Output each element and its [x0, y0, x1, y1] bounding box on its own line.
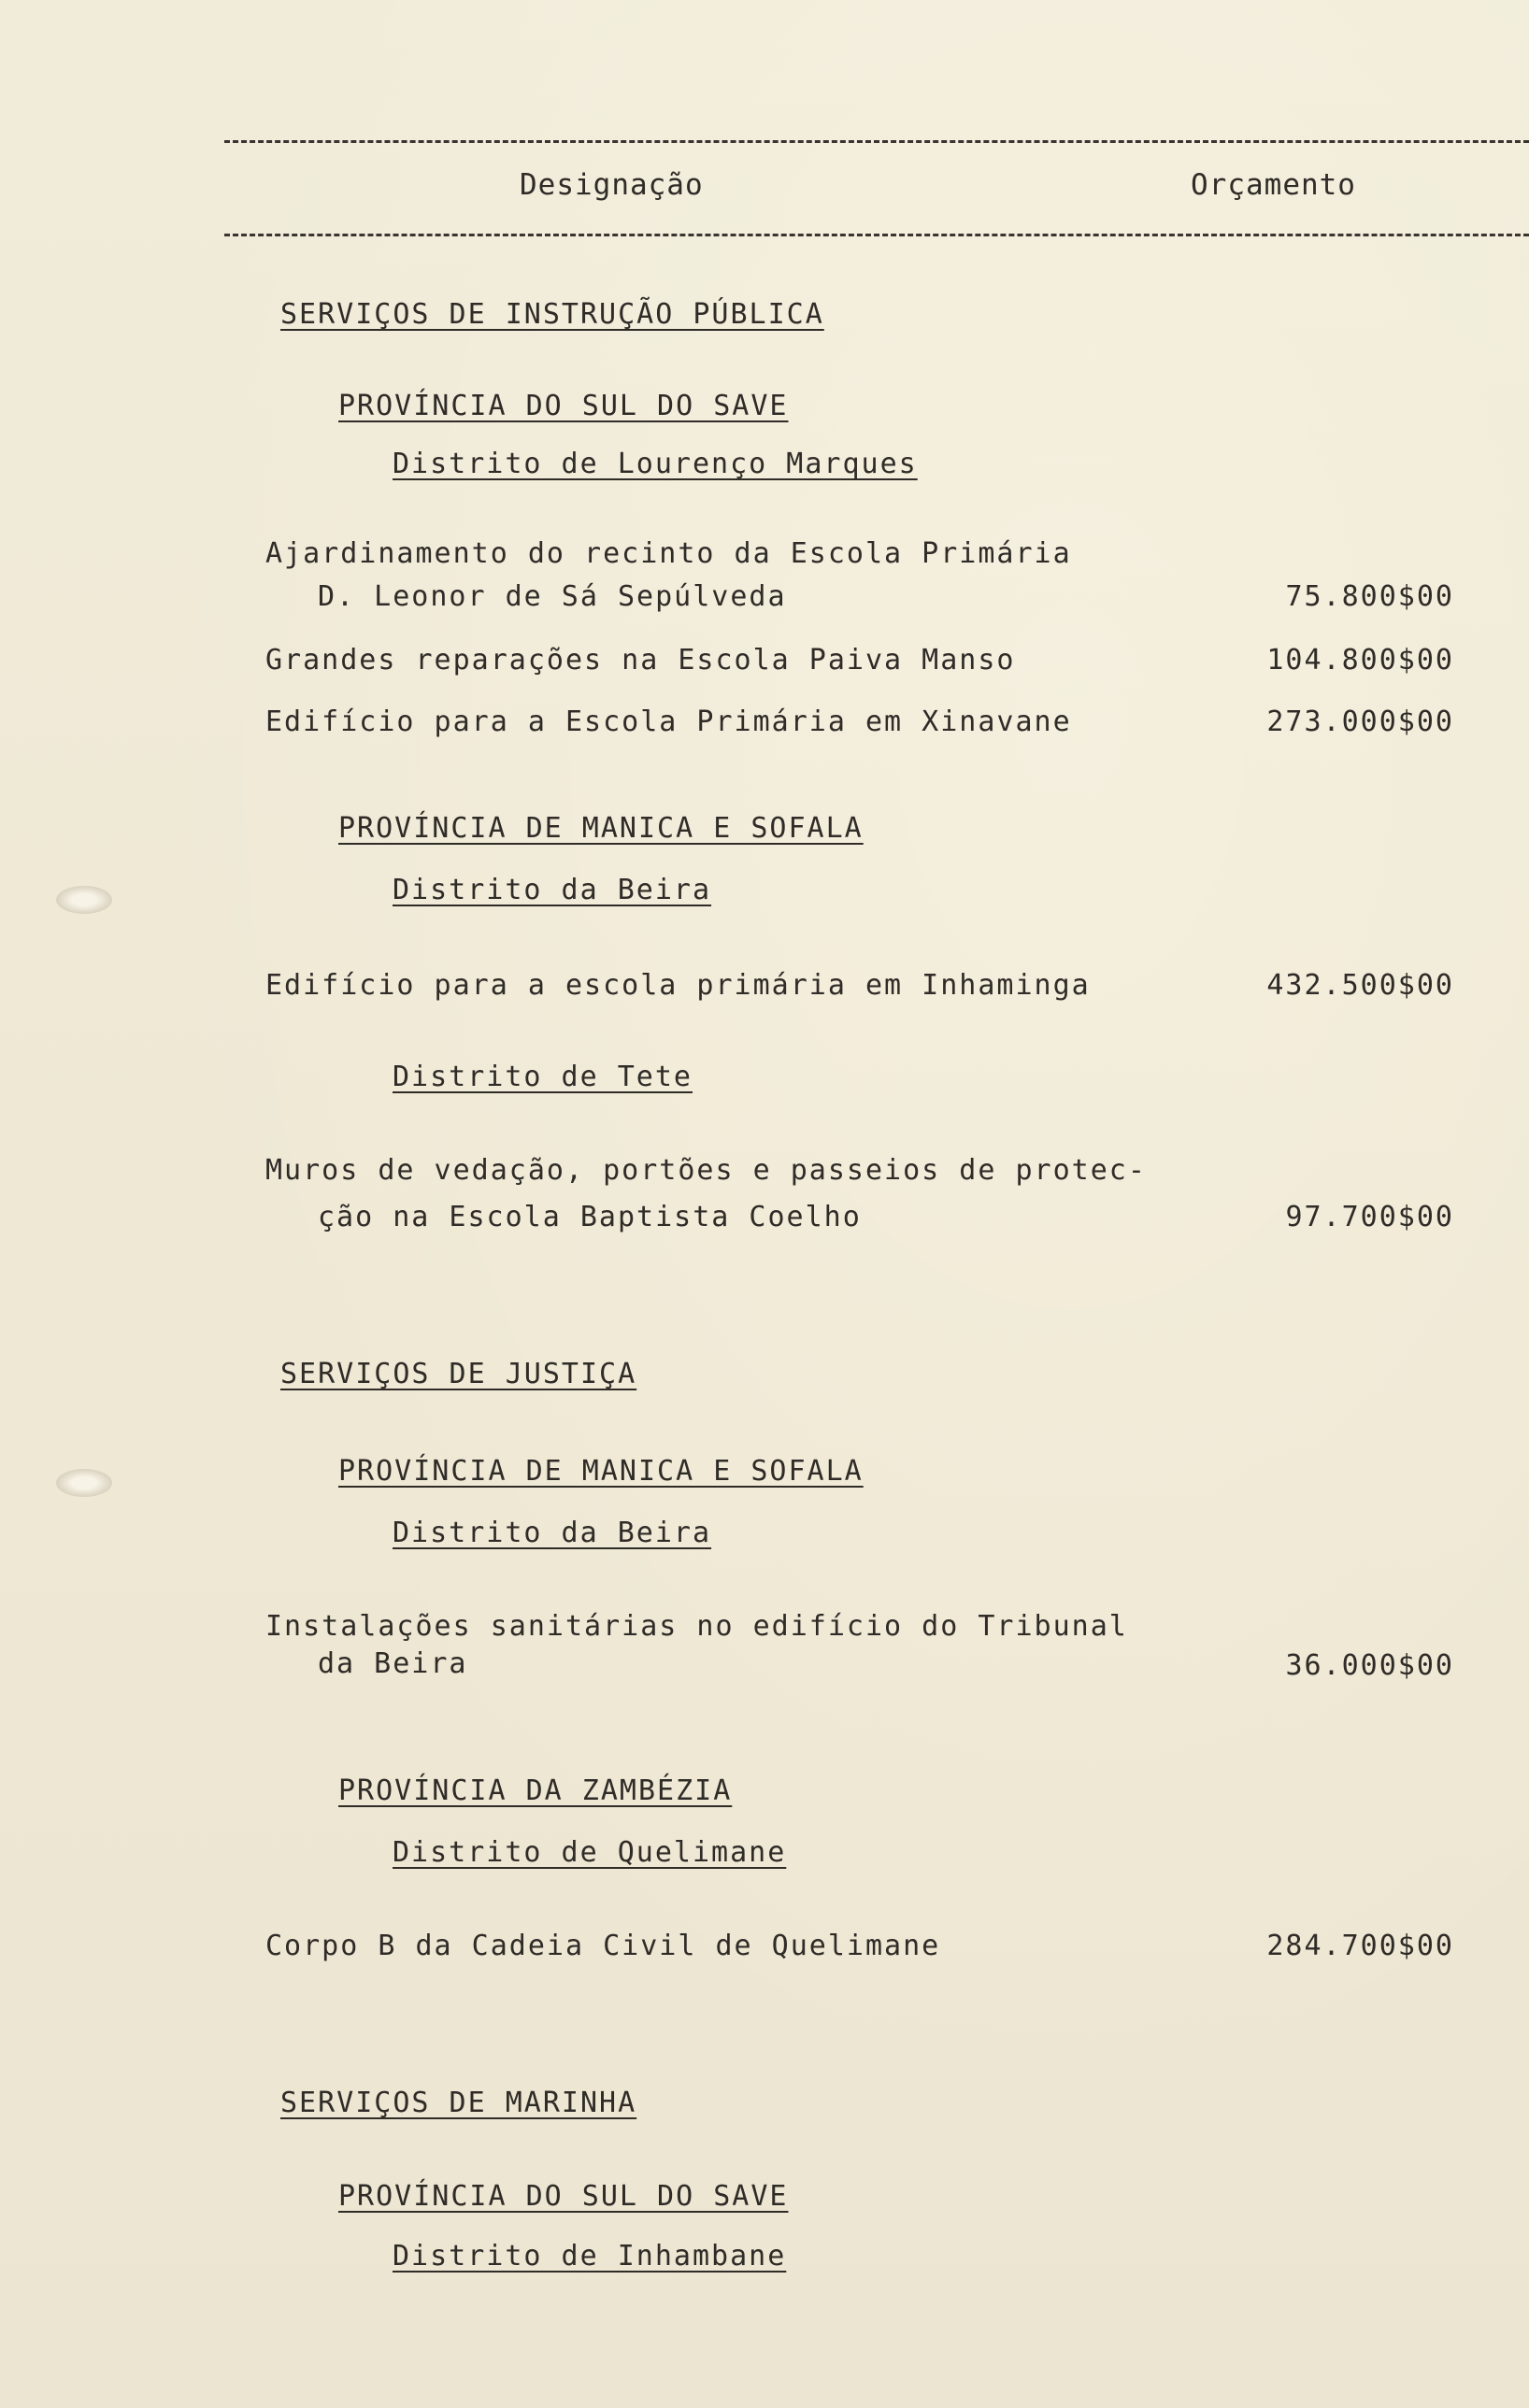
item-amount: 104.800$00	[1266, 644, 1454, 677]
item-description-line: Grandes reparações na Escola Paiva Manso	[265, 644, 1016, 677]
province-title: PROVÍNCIA DO SUL DO SAVE	[338, 2180, 789, 2213]
item-description-line: Instalações sanitárias no edifício do Tribunal	[265, 1610, 1128, 1643]
province-title: PROVÍNCIA DO SUL DO SAVE	[338, 390, 789, 422]
item-amount: 432.500$00	[1266, 969, 1454, 1002]
district-title: Distrito de Tete	[393, 1061, 693, 1093]
item-description-line: Ajardinamento do recinto da Escola Primária	[265, 537, 1072, 570]
section-title: SERVIÇOS DE MARINHA	[280, 2087, 637, 2119]
punch-hole-mark	[56, 886, 112, 914]
item-description-line: Corpo B da Cadeia Civil de Quelimane	[265, 1930, 941, 1962]
province-title: PROVÍNCIA DE MANICA E SOFALA	[338, 812, 864, 845]
item-description-line: ção na Escola Baptista Coelho	[318, 1201, 862, 1233]
item-description-line: D. Leonor de Sá Sepúlveda	[318, 580, 787, 613]
item-description-line: da Beira	[318, 1647, 468, 1680]
item-amount: 36.000$00	[1285, 1649, 1454, 1682]
district-title: Distrito da Beira	[393, 1517, 712, 1549]
district-title: Distrito de Lourenço Marques	[393, 448, 918, 480]
punch-hole-mark	[56, 1469, 112, 1497]
section-title: SERVIÇOS DE JUSTIÇA	[280, 1358, 637, 1390]
province-title: PROVÍNCIA DE MANICA E SOFALA	[338, 1455, 864, 1488]
item-amount: 75.800$00	[1285, 580, 1454, 613]
header-rule-bottom	[224, 234, 1529, 236]
province-title: PROVÍNCIA DA ZAMBÉZIA	[338, 1774, 733, 1807]
item-amount: 284.700$00	[1266, 1930, 1454, 1962]
district-title: Distrito da Beira	[393, 874, 712, 906]
section-title: SERVIÇOS DE INSTRUÇÃO PÚBLICA	[280, 298, 824, 331]
item-description-line: Edifício para a Escola Primária em Xinavane	[265, 705, 1072, 738]
column-header-designacao: Designação	[520, 168, 704, 202]
item-amount: 273.000$00	[1266, 705, 1454, 738]
item-description-line: Edifício para a escola primária em Inhaminga	[265, 969, 1091, 1002]
item-description-line: Muros de vedação, portões e passeios de protec-	[265, 1154, 1147, 1187]
district-title: Distrito de Quelimane	[393, 1836, 787, 1869]
item-amount: 97.700$00	[1285, 1201, 1454, 1233]
column-header-orcamento: Orçamento	[1191, 168, 1356, 202]
district-title: Distrito de Inhambane	[393, 2240, 787, 2273]
header-rule-top	[224, 140, 1529, 143]
